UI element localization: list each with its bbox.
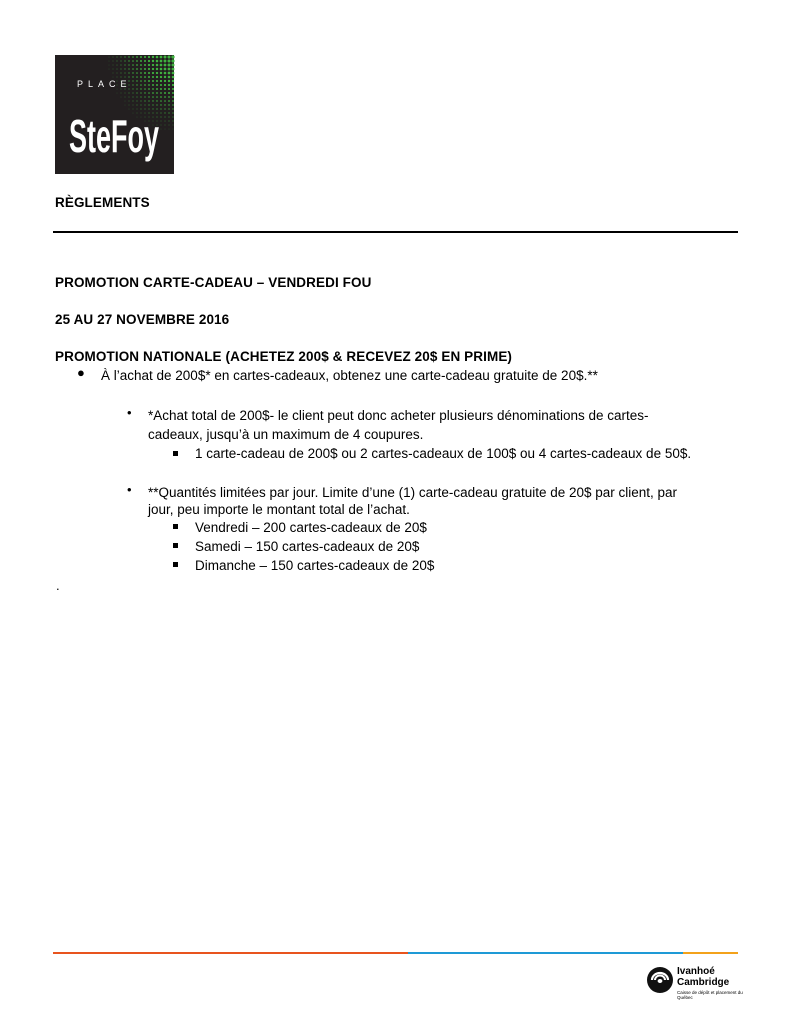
logo-dot: [160, 72, 162, 74]
logo-dot: [172, 80, 174, 82]
logo-dot: [168, 100, 170, 102]
logo-dot: [164, 96, 166, 98]
logo-dot: [168, 76, 171, 79]
logo-dot: [128, 60, 129, 61]
logo-dot: [168, 96, 170, 98]
footer-bar-orange: [53, 952, 408, 954]
logo-dot: [136, 68, 138, 70]
logo-dot: [156, 88, 158, 90]
logo-dot: [160, 84, 162, 86]
heading-divider: [53, 231, 738, 233]
logo-dot: [136, 80, 137, 81]
logo-dot: [165, 121, 166, 122]
logo-dot: [133, 97, 134, 98]
logo-dot: [148, 56, 150, 58]
logo-dot: [117, 65, 118, 66]
logo-dot: [160, 108, 161, 109]
logo-dot: [148, 100, 149, 101]
logo-dot: [128, 64, 129, 65]
logo-dot: [117, 77, 118, 78]
square-bullet: [173, 451, 178, 456]
logo-dot: [172, 116, 173, 117]
logo-dot: [156, 76, 158, 78]
logo-dot: [156, 92, 158, 94]
logo-dot: [160, 96, 162, 98]
logo-dot: [164, 60, 167, 63]
logo-dot: [164, 100, 166, 102]
logo-dot: [164, 80, 166, 82]
logo-dot: [117, 93, 118, 94]
logo-dot: [160, 64, 163, 67]
logo-dot: [117, 73, 118, 74]
logo-dot: [128, 68, 129, 69]
logo-dot: [168, 108, 169, 109]
logo-dot: [172, 112, 173, 113]
logo-dot: [172, 96, 174, 98]
square-bullet: [173, 543, 178, 548]
ivanhoe-brand-line1: Ivanhoé: [677, 966, 715, 977]
logo-dot: [120, 64, 121, 65]
logo-dot: [148, 76, 150, 78]
ivanhoe-swirl-icon: [646, 966, 674, 994]
logo-dot: [140, 56, 142, 58]
logo-dot: [152, 56, 154, 58]
note1-sub-item: 1 carte-cadeau de 200$ ou 2 cartes-cadeaux de 100$ ou 4 cartes-cadeaux de 50$.: [195, 446, 692, 461]
logo-dot: [144, 64, 146, 66]
logo-dot: [165, 129, 166, 130]
dates-heading: 25 AU 27 NOVEMBRE 2016: [55, 312, 230, 327]
logo-dot: [140, 76, 142, 78]
logo-dot: [168, 112, 169, 113]
logo-dot: [140, 60, 142, 62]
logo-dot: [136, 88, 137, 89]
logo-dot: [140, 84, 142, 86]
logo-dot: [140, 92, 141, 93]
note1-line2: cadeaux, jusqu’à un maximum de 4 coupures.: [148, 427, 424, 442]
logo-dot: [172, 68, 175, 71]
logo-dot: [140, 80, 142, 82]
logo-dot: [160, 112, 161, 113]
logo-dot: [156, 96, 158, 98]
bullet-dot: •: [127, 482, 132, 497]
logo-dot: [136, 56, 138, 58]
logo-dot: [165, 125, 166, 126]
logo-dot: [148, 80, 150, 82]
logo-dot: [128, 56, 129, 57]
ivanhoe-brand-line2: Cambridge: [677, 977, 730, 988]
logo-dot: [120, 56, 121, 57]
logo-dot: [121, 77, 122, 78]
logo-dot: [152, 100, 153, 101]
logo-dot: [167, 59, 170, 62]
logo-dot: [132, 84, 133, 85]
logo-dot: [160, 88, 162, 90]
logo-dot: [140, 64, 142, 66]
logo-dot: [161, 125, 162, 126]
logo-dot: [168, 72, 171, 75]
logo-dot: [136, 60, 138, 62]
logo-dot: [152, 60, 154, 62]
logo-dot: [156, 100, 157, 101]
logo-dot: [132, 72, 133, 73]
logo-dot: [109, 57, 110, 58]
logo-dot: [172, 108, 173, 109]
logo-dot: [152, 80, 154, 82]
logo-stefoy-text: SteFoy: [69, 110, 160, 162]
ivanhoe-cambridge-logo: [646, 966, 746, 1006]
logo-dot: [132, 76, 133, 77]
logo-dot: [172, 72, 175, 75]
note2-sub-item-vendredi: Vendredi – 200 cartes-cadeaux de 20$: [195, 520, 427, 535]
logo-dot: [109, 65, 110, 66]
logo-dot: [152, 92, 154, 94]
logo-dot: [132, 88, 133, 89]
logo-dot: [128, 72, 129, 73]
logo-dot: [160, 100, 162, 102]
logo-dot: [148, 96, 149, 97]
logo-dot: [113, 61, 114, 62]
logo-dot: [148, 68, 150, 70]
logo-dot: [168, 92, 170, 94]
logo-dot: [144, 84, 146, 86]
logo-dot: [164, 76, 166, 78]
logo-dot: [132, 68, 134, 70]
logo-graphic: [55, 55, 174, 174]
logo-dot: [133, 105, 134, 106]
logo-dot: [156, 84, 158, 86]
logo-dot: [140, 100, 141, 101]
logo-dot: [169, 125, 170, 126]
logo-dot: [164, 92, 166, 94]
logo-dot: [167, 55, 170, 58]
bullet-dot: ●: [77, 365, 85, 380]
logo-dot: [172, 88, 174, 90]
logo-dot: [144, 100, 145, 101]
logo-dot: [168, 64, 171, 67]
logo-dot: [161, 129, 162, 130]
logo-dot: [160, 60, 163, 63]
logo-dot: [117, 69, 118, 70]
logo-dot: [156, 64, 159, 67]
logo-dot: [148, 88, 150, 90]
logo-dot: [113, 57, 114, 58]
place-ste-foy-logo: [55, 55, 174, 174]
logo-dot: [136, 84, 137, 85]
main-bullet-text: À l’achat de 200$* en cartes-cadeaux, obtenez une carte-cadeau gratuite de 20$.**: [101, 368, 598, 383]
logo-dot: [160, 68, 163, 71]
square-bullet: [173, 524, 178, 529]
logo-dot: [172, 84, 174, 86]
logo-dot: [169, 121, 170, 122]
logo-dot: [164, 88, 166, 90]
ivanhoe-brand-name: [677, 966, 729, 988]
logo-dot: [171, 55, 174, 58]
logo-dot: [168, 104, 169, 105]
logo-dot: [152, 64, 154, 66]
logo-dot: [124, 64, 125, 65]
logo-dot: [164, 56, 167, 59]
logo-dot: [148, 60, 150, 62]
logo-dot: [113, 73, 114, 74]
logo-dot: [148, 72, 150, 74]
logo-dot: [171, 59, 174, 62]
logo-dot: [172, 92, 174, 94]
logo-dot: [172, 104, 174, 106]
logo-dot: [161, 117, 162, 118]
logo-dot: [144, 92, 145, 93]
note2-line2: jour, peu importe le montant total de l’achat.: [148, 502, 410, 517]
logo-dot: [113, 65, 114, 66]
ivanhoe-tagline: Caisse de dépôt et placement du Québec: [677, 990, 743, 1000]
logo-dot: [136, 72, 138, 74]
logo-dot: [160, 104, 161, 105]
logo-dot: [172, 76, 175, 79]
logo-dot: [132, 92, 133, 93]
logo-dot: [121, 73, 122, 74]
logo-dot: [148, 64, 150, 66]
logo-dot: [148, 84, 150, 86]
logo-dot: [168, 80, 170, 82]
logo-dot: [113, 69, 114, 70]
logo-dot: [132, 56, 134, 58]
logo-dot: [121, 69, 122, 70]
logo-dot: [109, 61, 110, 62]
square-bullet: [173, 562, 178, 567]
logo-dot: [168, 68, 171, 71]
logo-dot: [152, 88, 154, 90]
logo-dot: [121, 93, 122, 94]
logo-dot: [148, 92, 150, 94]
logo-dot: [144, 88, 146, 90]
logo-dot: [141, 105, 142, 106]
logo-dot: [164, 84, 166, 86]
logo-dot: [129, 93, 130, 94]
logo-dot: [161, 121, 162, 122]
reglements-heading: RÈGLEMENTS: [55, 195, 150, 210]
logo-dot: [164, 104, 165, 105]
logo-dot: [144, 80, 146, 82]
logo-dot: [144, 68, 146, 70]
logo-dot: [129, 97, 130, 98]
logo-dot: [168, 84, 170, 86]
logo-dot: [156, 72, 158, 74]
logo-dot: [168, 88, 170, 90]
logo-dot: [173, 125, 174, 126]
logo-dot: [152, 68, 154, 70]
footer-bar-blue: [408, 952, 683, 954]
note1-line1: *Achat total de 200$- le client peut donc acheter plusieurs dénominations de cartes-: [148, 408, 649, 423]
logo-dot: [164, 64, 167, 67]
logo-dot: [124, 60, 125, 61]
logo-dot: [132, 60, 134, 62]
logo-dot: [144, 96, 145, 97]
trailing-period: .: [56, 578, 60, 593]
note2-sub-item-samedi: Samedi – 150 cartes-cadeaux de 20$: [195, 539, 420, 554]
logo-dot: [169, 129, 170, 130]
logo-dot: [168, 116, 169, 117]
logo-dot: [160, 80, 162, 82]
logo-dot: [160, 76, 162, 78]
logo-dot: [109, 69, 110, 70]
logo-dot: [125, 93, 126, 94]
logo-dot: [136, 96, 137, 97]
logo-dot: [136, 64, 138, 66]
logo-dot: [117, 57, 118, 58]
logo-dot: [152, 96, 154, 98]
logo-dot: [128, 76, 129, 77]
logo-dot: [160, 92, 162, 94]
logo-dot: [124, 72, 125, 73]
logo-dot: [129, 105, 130, 106]
logo-dot: [125, 105, 126, 106]
logo-dot: [133, 101, 134, 102]
note2-sub-item-dimanche: Dimanche – 150 cartes-cadeaux de 20$: [195, 558, 435, 573]
logo-dot: [137, 101, 138, 102]
logo-dot: [164, 72, 167, 75]
footer-bar-yellow: [683, 952, 738, 954]
note2-line1: **Quantités limitées par jour. Limite d’une (1) carte-cadeau gratuite de 20$ par client, par: [148, 485, 678, 500]
logo-dot: [144, 104, 145, 105]
logo-place-text: PLACE: [77, 79, 132, 89]
logo-dot: [164, 116, 165, 117]
logo-dot: [132, 80, 133, 81]
logo-dot: [148, 104, 149, 105]
logo-dot: [132, 64, 134, 66]
logo-dot: [160, 56, 163, 59]
logo-dot: [121, 97, 122, 98]
logo-dot: [172, 100, 174, 102]
logo-dot: [113, 77, 114, 78]
logo-dot: [124, 76, 125, 77]
logo-dot: [140, 96, 141, 97]
logo-dot: [152, 104, 153, 105]
logo-dot: [125, 97, 126, 98]
logo-dot: [156, 68, 158, 70]
logo-dot: [164, 108, 165, 109]
logo-dot: [144, 60, 146, 62]
logo-dot: [129, 101, 130, 102]
logo-dot: [152, 76, 154, 78]
logo-dot: [136, 76, 138, 78]
logo-dot: [144, 56, 146, 58]
logo-dot: [124, 68, 125, 69]
logo-dot: [156, 104, 157, 105]
logo-dot: [140, 88, 141, 89]
logo-dot: [173, 121, 174, 122]
logo-dot: [136, 92, 137, 93]
logo-dot: [125, 101, 126, 102]
logo-dot: [156, 56, 159, 59]
logo-dot: [156, 80, 158, 82]
logo-dot: [120, 60, 121, 61]
logo-dot: [144, 72, 146, 74]
logo-dot: [172, 64, 175, 67]
logo-dot: [137, 105, 138, 106]
logo-dot: [152, 72, 154, 74]
logo-dot: [164, 112, 165, 113]
logo-dot: [173, 129, 174, 130]
logo-dot: [140, 68, 142, 70]
logo-dot: [117, 61, 118, 62]
logo-dot: [152, 84, 154, 86]
logo-dot: [156, 60, 159, 63]
promotion-heading: PROMOTION CARTE-CADEAU – VENDREDI FOU: [55, 275, 372, 290]
logo-dot: [140, 72, 142, 74]
logo-dot: [144, 76, 146, 78]
nationale-heading: PROMOTION NATIONALE (ACHETEZ 200$ & RECEVEZ 20$ EN PRIME): [55, 349, 513, 364]
bullet-dot: •: [127, 405, 132, 420]
logo-dot: [124, 56, 125, 57]
logo-dot: [164, 68, 167, 71]
